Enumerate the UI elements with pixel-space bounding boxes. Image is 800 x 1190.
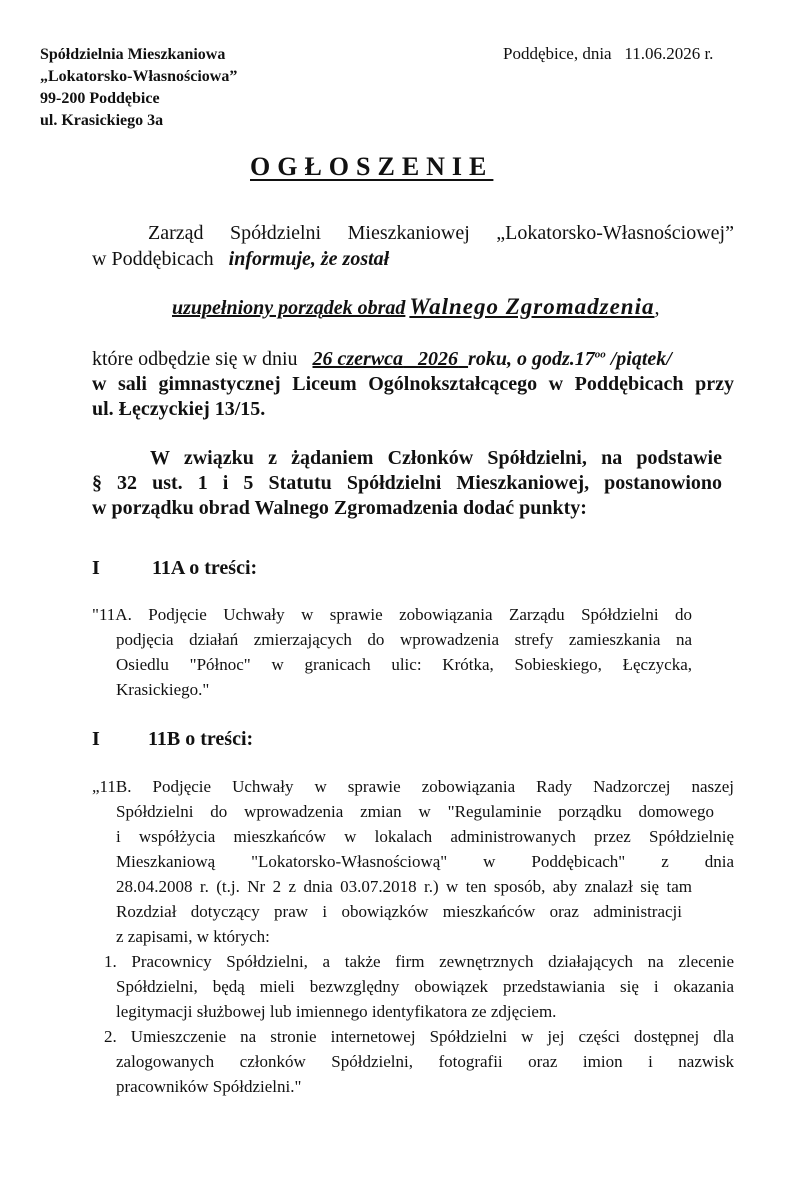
point-b-line1: „11B. Podjęcie Uchwały w sprawie zobowiązania Rady Nadzorczej naszej — [92, 777, 734, 796]
org-postal-city: 99-200 Poddębice — [40, 90, 160, 107]
meeting-weekday: /piątek/ — [610, 348, 672, 370]
point-a-label: 11A o treści: — [152, 557, 258, 579]
statement-line1: W związku z żądaniem Członków Spółdzielni, na podstawie — [150, 447, 722, 469]
intro-informs: informuje, że został — [228, 248, 390, 270]
point-a-line1: "11A. Podjęcie Uchwały w sprawie zobowiązania Zarządu Spółdzielni do — [92, 605, 692, 624]
point-b-item1-line3: legitymacji służbowej lub imiennego identyfikatora ze zdjęciem. — [116, 1002, 557, 1021]
point-b-line2: Spółdzielni do wprowadzenia zmian w "Regulaminie porządku domowego — [116, 802, 714, 821]
point-a-line3: Osiedlu "Północ" w granicach ulic: Krótka, Sobieskiego, Łęczycka, — [116, 655, 692, 674]
point-b-item2-line1: 2. Umieszczenie na stronie internetowej Spółdzielni w jej części dostępnej dla — [104, 1027, 734, 1046]
place-date-prefix: Poddębice, dnia — [503, 44, 612, 63]
point-b-numeral: I — [92, 728, 100, 750]
meeting-time-sup: oo — [594, 348, 606, 361]
org-name-line1: Spółdzielnia Mieszkaniowa — [40, 46, 226, 63]
statement-line3: w porządku obrad Walnego Zgromadzenia dodać punkty: — [92, 497, 587, 519]
meeting-line1 — [92, 348, 672, 371]
meeting-line2: w sali gimnastycznej Liceum Ogólnokształcącego w Poddębicach przy — [92, 373, 734, 395]
point-b-item1-line1: 1. Pracownicy Spółdzielni, a także firm zewnętrznych działających na zlecenie — [104, 952, 734, 971]
meeting-time — [468, 348, 672, 370]
document-date: 11.06.2026 r. — [624, 44, 714, 63]
point-b-line3: i współżycia mieszkańców w lokalach administrowanych przez Spółdzielnię — [116, 827, 734, 846]
general-assembly: Walnego Zgromadzenia — [409, 294, 655, 319]
intro-line1: Zarząd Spółdzielni Mieszkaniowej „Lokatorsko-Własnościowej” — [148, 222, 734, 244]
meeting-day: 26 — [312, 348, 333, 370]
meeting-month: czerwca — [337, 348, 404, 370]
meeting-time-text: roku, o godz.17 — [468, 348, 595, 370]
meeting-prefix: które odbędzie się w dniu — [92, 348, 298, 370]
meeting-line3: ul. Łęczyckiej 13/15. — [92, 398, 266, 420]
sender-address — [40, 44, 237, 132]
intro-location: w Poddębicach — [92, 248, 214, 270]
intro-comma: , — [654, 297, 660, 319]
point-b-item1-line2: Spółdzielni, będą mieli bezwzględny obowiązek przedstawiania się i okazania — [116, 977, 734, 996]
page-title: OGŁOSZENIE — [250, 152, 494, 181]
intro-line3 — [172, 294, 660, 320]
point-b-line6: Rozdział dotyczący praw i obowiązków mieszkańców oraz administracji — [116, 902, 682, 921]
org-name-line2: „Lokatorsko-Własnościowa” — [40, 68, 238, 85]
point-b-line4: Mieszkaniową "Lokatorsko-Własnościową" w Poddębicach" z dnia — [116, 852, 734, 871]
point-b-label: 11B o treści: — [148, 728, 254, 750]
point-b-item2-line2: zalogowanych członków Spółdzielni, fotografii oraz imion i nazwisk — [116, 1052, 734, 1071]
point-b-line5: 28.04.2008 r. (t.j. Nr 2 z dnia 03.07.2018 r.) w ten sposób, aby znalazł się tam — [116, 877, 692, 896]
org-street: ul. Krasickiego 3a — [40, 112, 164, 129]
meeting-date — [313, 348, 469, 370]
point-a-line4: Krasickiego." — [116, 680, 210, 699]
statement-line2: § 32 ust. 1 i 5 Statutu Spółdzielni Mieszkaniowej, postanowiono — [92, 472, 722, 494]
meeting-year: 2026 — [418, 348, 459, 370]
place-date — [503, 44, 713, 64]
point-a-numeral: I — [92, 557, 100, 579]
agenda-supplemented: uzupełniony porządek obrad — [172, 297, 406, 319]
intro-line2 — [92, 248, 389, 271]
point-b-line7: z zapisami, w których: — [116, 927, 270, 946]
point-b-item2-line3: pracowników Spółdzielni." — [116, 1077, 302, 1096]
point-a-line2: podjęcia działań zmierzających do wprowadzenia strefy zamieszkania na — [116, 630, 692, 649]
